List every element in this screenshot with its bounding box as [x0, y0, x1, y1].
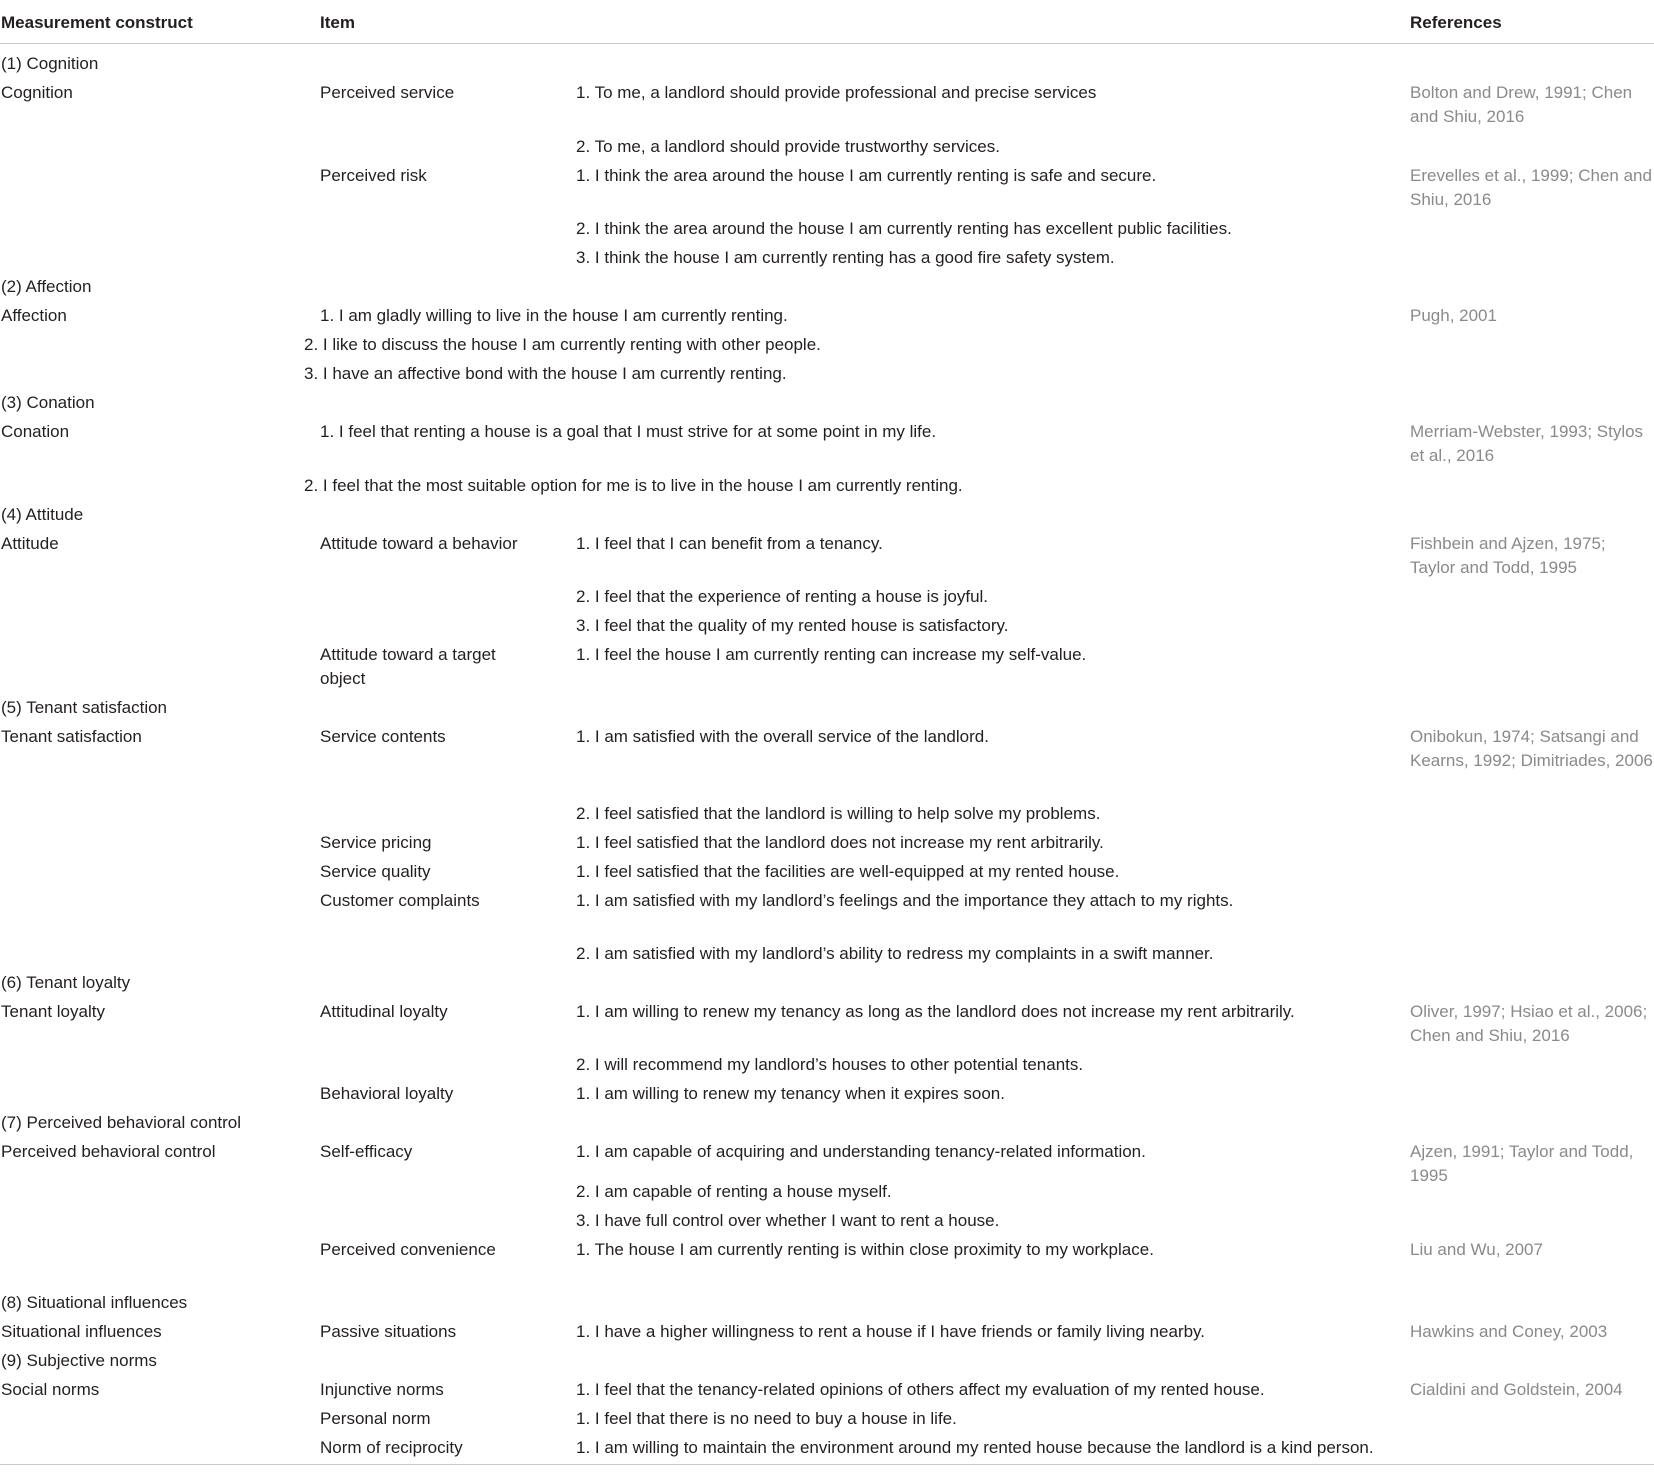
item-cell: 2. I am satisfied with my landlord’s ability to redress my complaints in a swift manner. [576, 944, 1214, 963]
item-cell: 2. To me, a landlord should provide trustworthy services. [576, 137, 1000, 156]
sub-construct-cell: Perceived convenience [320, 1240, 496, 1259]
reference-link[interactable]: Onibokun, 1974 [1410, 727, 1531, 746]
header-construct: Measurement construct [1, 13, 193, 32]
reference-link[interactable]: Chen and Shiu, 2016 [1410, 166, 1652, 209]
reference-link[interactable]: Bolton and Drew, 1991 [1410, 83, 1583, 102]
item-cell: 1. I am willing to renew my tenancy when it expires soon. [576, 1084, 1005, 1103]
item-cell: 2. I feel satisfied that the landlord is willing to help solve my problems. [576, 804, 1101, 823]
sub-construct-cell: Attitude toward a behavior [320, 534, 518, 553]
sub-construct-cell: Behavioral loyalty [320, 1084, 454, 1103]
item-cell: 2. I like to discuss the house I am currently renting with other people. [304, 335, 821, 354]
construct-cell: Attitude [1, 534, 59, 553]
item-cell: 3. I have full control over whether I want to rent a house. [576, 1211, 1000, 1230]
section-title: (7) Perceived behavioral control [1, 1113, 242, 1132]
item-cell: 2. I think the area around the house I am currently renting has excellent public facilities. [576, 219, 1232, 238]
item-cell: 1. I feel that there is no need to buy a house in life. [576, 1409, 957, 1428]
item-cell: 1. I am capable of acquiring and understanding tenancy-related information. [576, 1142, 1146, 1161]
bottom-rule [0, 1464, 1654, 1465]
reference-link[interactable]: Dimitriades, 2006 [1520, 751, 1653, 770]
section-title: (1) Cognition [1, 54, 99, 73]
sub-construct-cell: Perceived service [320, 83, 455, 102]
header-item: Item [320, 13, 355, 32]
item-cell: 1. I am gladly willing to live in the house I am currently renting. [320, 306, 788, 325]
item-cell: 2. I will recommend my landlord’s houses to other potential tenants. [576, 1055, 1084, 1074]
sub-construct-cell: Passive situations [320, 1322, 457, 1341]
construct-cell: Social norms [1, 1380, 100, 1399]
reference-cell: Fishbein and Ajzen, 1975; Taylor and Todd, 1995 [1410, 534, 1606, 577]
item-cell: 1. The house I am currently renting is within close proximity to my workplace. [576, 1240, 1154, 1259]
construct-cell: Conation [1, 422, 70, 441]
reference-link[interactable]: Chen and Shiu, 2016 [1410, 1026, 1570, 1045]
construct-cell: Tenant loyalty [1, 1002, 105, 1021]
item-cell: 2. I am capable of renting a house myself. [576, 1182, 892, 1201]
header-references: References [1410, 13, 1502, 32]
sub-construct-cell: Attitudinal loyalty [320, 1002, 448, 1021]
section-title: (8) Situational influences [1, 1293, 188, 1312]
sub-construct-cell: Attitude toward a target object [320, 645, 496, 688]
section-title: (2) Affection [1, 277, 92, 296]
item-cell: 1. I feel that the tenancy-related opinions of others affect my evaluation of my rented house. [576, 1380, 1265, 1399]
sub-construct-cell: Norm of reciprocity [320, 1438, 463, 1457]
reference-link[interactable]: Taylor and Todd, 1995 [1410, 1142, 1634, 1185]
reference-cell: Oliver, 1997; Hsiao et al., 2006; Chen and Shiu, 2016 [1410, 1002, 1648, 1045]
construct-cell: Perceived behavioral control [1, 1142, 216, 1161]
item-cell: 2. I feel that the experience of renting a house is joyful. [576, 587, 989, 606]
sub-construct-cell: Service contents [320, 727, 446, 746]
sub-construct-cell: Service pricing [320, 833, 432, 852]
reference-link[interactable]: Cialdini and Goldstein, 2004 [1410, 1380, 1623, 1399]
reference-cell: Ajzen, 1991; Taylor and Todd, 1995 [1410, 1142, 1634, 1185]
reference-link[interactable]: Merriam-Webster, 1993 [1410, 422, 1588, 441]
reference-link[interactable]: Oliver, 1997 [1410, 1002, 1501, 1021]
item-cell: 1. I feel the house I am currently renting can increase my self-value. [576, 645, 1087, 664]
section-title: (3) Conation [1, 393, 95, 412]
sub-construct-cell: Perceived risk [320, 166, 427, 185]
item-cell: 1. I feel satisfied that the facilities are well-equipped at my rented house. [576, 862, 1120, 881]
construct-cell: Affection [1, 306, 67, 325]
item-cell: 1. I am satisfied with my landlord’s feelings and the importance they attach to my rights. [576, 891, 1234, 910]
section-title: (5) Tenant satisfaction [1, 698, 167, 717]
table-header [0, 0, 1654, 44]
reference-link[interactable]: Ajzen, 1991 [1410, 1142, 1500, 1161]
reference-cell: Merriam-Webster, 1993; Stylos et al., 2016 [1410, 422, 1644, 465]
section-title: (4) Attitude [1, 505, 84, 524]
reference-link[interactable]: Pugh, 2001 [1410, 306, 1497, 325]
reference-cell: Onibokun, 1974; Satsangi and Kearns, 1992; Dimitriades, 2006 [1410, 727, 1653, 770]
item-cell: 1. I feel that renting a house is a goal that I must strive for at some point in my life. [320, 422, 937, 441]
item-cell: 1. I am satisfied with the overall service of the landlord. [576, 727, 989, 746]
reference-link[interactable]: Erevelles et al., 1999 [1410, 166, 1569, 185]
reference-cell [1410, 304, 1654, 328]
reference-link[interactable]: Hawkins and Coney, 2003 [1410, 1322, 1608, 1341]
item-cell: 3. I have an affective bond with the house I am currently renting. [304, 364, 787, 383]
item-cell: 1. To me, a landlord should provide professional and precise services [576, 83, 1097, 102]
reference-cell [1410, 1320, 1654, 1344]
sub-construct-cell: Personal norm [320, 1409, 431, 1428]
reference-link[interactable]: Fishbein and Ajzen, 1975 [1410, 534, 1601, 553]
item-cell: 3. I think the house I am currently renting has a good fire safety system. [576, 248, 1115, 267]
reference-cell: Bolton and Drew, 1991; Chen and Shiu, 2016 [1410, 83, 1633, 126]
reference-cell [1410, 1378, 1654, 1402]
construct-cell: Situational influences [1, 1322, 162, 1341]
reference-link[interactable]: Stylos et al., 2016 [1410, 422, 1644, 465]
item-cell: 1. I feel satisfied that the landlord does not increase my rent arbitrarily. [576, 833, 1104, 852]
reference-link[interactable]: Chen and Shiu, 2016 [1410, 83, 1633, 126]
section-title: (9) Subjective norms [1, 1351, 157, 1370]
sub-construct-cell: Self-efficacy [320, 1142, 413, 1161]
reference-link[interactable]: Liu and Wu, 2007 [1410, 1240, 1543, 1259]
item-cell: 3. I feel that the quality of my rented house is satisfactory. [576, 616, 1009, 635]
item-cell: 1. I have a higher willingness to rent a house if I have friends or family living nearby. [576, 1322, 1206, 1341]
section-title: (6) Tenant loyalty [1, 973, 131, 992]
sub-construct-cell: Customer complaints [320, 891, 480, 910]
reference-link[interactable]: Satsangi and Kearns, 1992 [1410, 727, 1639, 770]
construct-cell: Cognition [1, 83, 73, 102]
item-cell: 1. I think the area around the house I am currently renting is safe and secure. [576, 166, 1157, 185]
item-cell: 1. I am willing to renew my tenancy as long as the landlord does not increase my rent arbitrarily. [576, 1002, 1295, 1021]
construct-cell: Tenant satisfaction [1, 727, 142, 746]
reference-link[interactable]: Hsiao et al., 2006 [1510, 1002, 1643, 1021]
sub-construct-cell: Injunctive norms [320, 1380, 444, 1399]
reference-cell [1410, 1238, 1654, 1262]
item-cell: 1. I am willing to maintain the environment around my rented house because the landlord is a kind person. [576, 1438, 1374, 1457]
item-cell: 1. I feel that I can benefit from a tenancy. [576, 534, 883, 553]
item-cell: 2. I feel that the most suitable option for me is to live in the house I am currently renting. [304, 476, 963, 495]
reference-cell: Erevelles et al., 1999; Chen and Shiu, 2016 [1410, 166, 1652, 209]
sub-construct-cell: Service quality [320, 862, 431, 881]
reference-link[interactable]: Taylor and Todd, 1995 [1410, 558, 1577, 577]
